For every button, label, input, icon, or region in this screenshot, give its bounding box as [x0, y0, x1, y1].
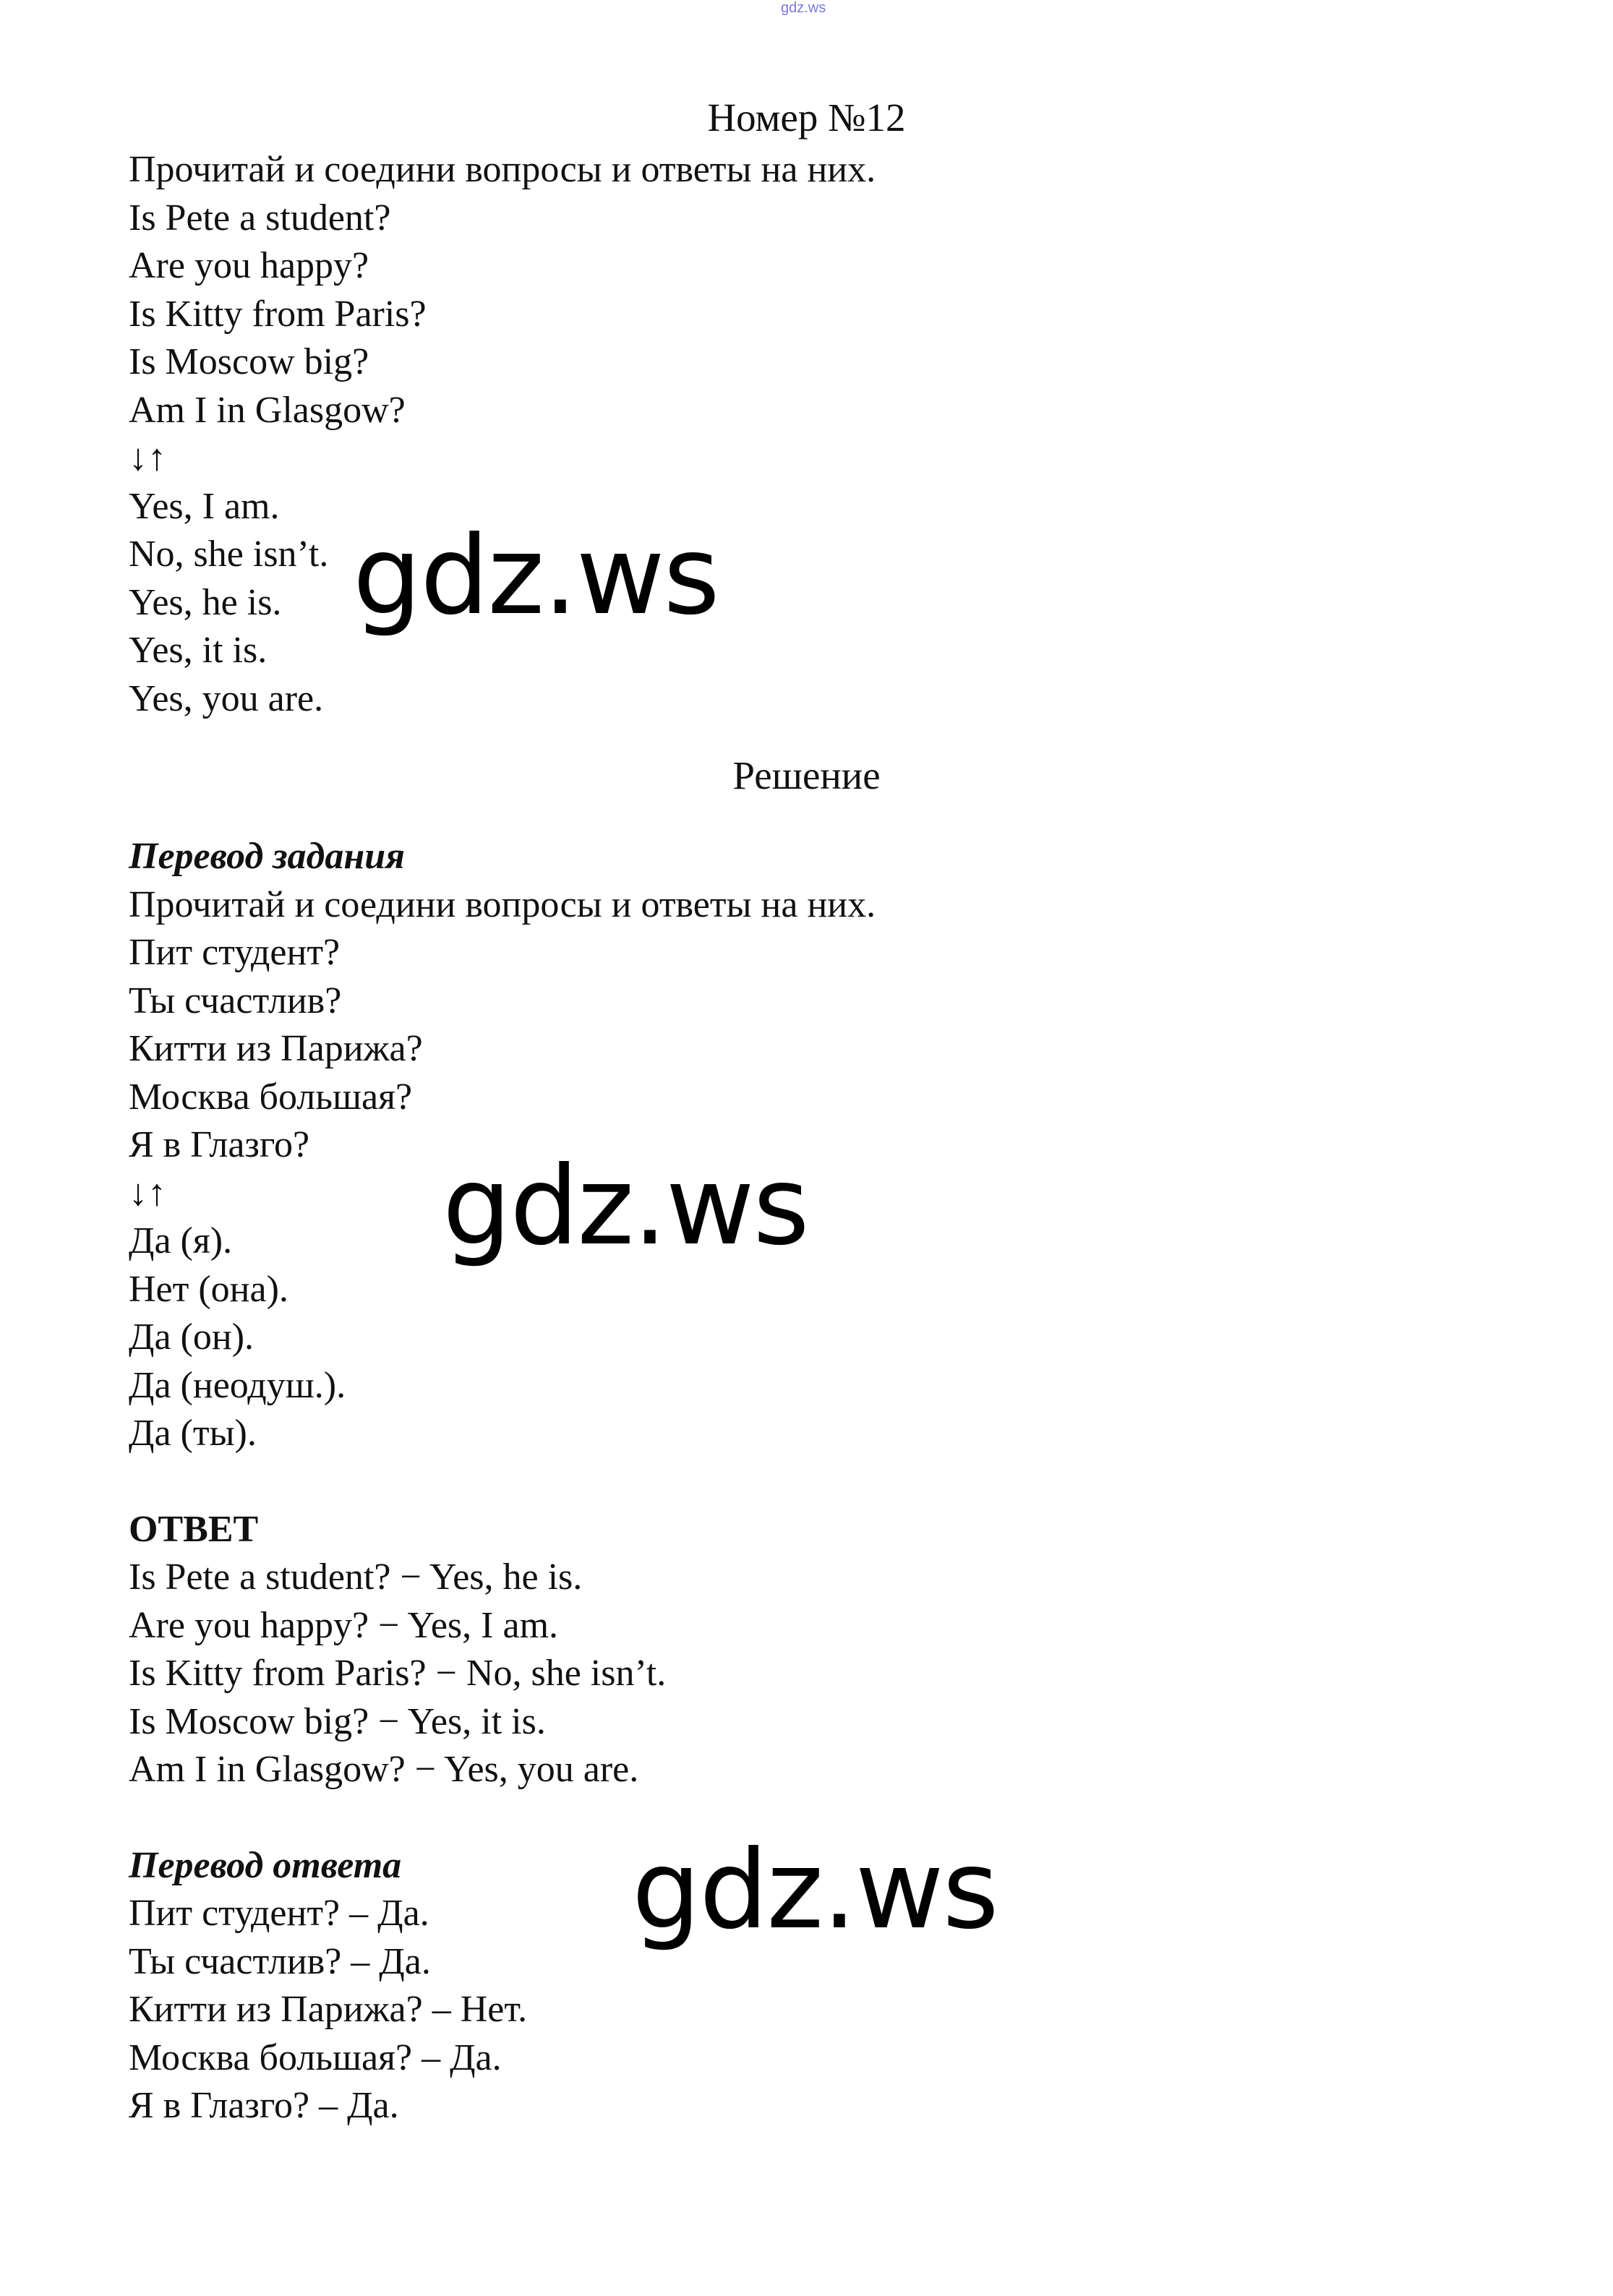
translation-question: Москва большая?	[129, 1076, 413, 1118]
task-question: Is Pete a student?	[129, 197, 391, 239]
answer-line: Are you happy? − Yes, I am.	[129, 1604, 559, 1646]
answer-line: Is Kitty from Paris? − No, she isn’t.	[129, 1653, 667, 1694]
watermark-logo: gdz.ws	[353, 513, 719, 639]
answer-translation-line: Я в Глазго? – Да.	[129, 2085, 399, 2126]
task-answer: Yes, he is.	[129, 581, 282, 623]
translation-heading: Перевод задания	[129, 836, 405, 877]
translation-answer: Да (он).	[129, 1316, 254, 1358]
page-title: Номер №12	[707, 95, 906, 140]
task-question: Is Kitty from Paris?	[129, 293, 427, 335]
translation-answer: Да (неодуш.).	[129, 1364, 346, 1406]
translation-question: Я в Глазго?	[129, 1124, 310, 1165]
answer-line: Is Moscow big? − Yes, it is.	[129, 1700, 546, 1742]
answer-translation-line: Китти из Парижа? – Нет.	[129, 1989, 528, 2030]
up-down-arrows-icon: ↓↑	[129, 1172, 166, 1214]
answer-line: Am I in Glasgow? − Yes, you are.	[129, 1749, 639, 1790]
answer-translation-heading: Перевод ответа	[129, 1844, 402, 1886]
translation-question: Китти из Парижа?	[129, 1028, 423, 1069]
watermark-logo: gdz.ws	[632, 1828, 998, 1953]
translation-answer: Да (я).	[129, 1220, 233, 1261]
up-down-arrows-icon: ↓↑	[129, 437, 166, 479]
document-page	[129, 94, 1502, 2130]
task-answer: Yes, you are.	[129, 677, 324, 719]
answer-translation-line: Пит студент? – Да.	[129, 1893, 429, 1934]
task-answer: Yes, it is.	[129, 630, 268, 671]
task-question: Am I in Glasgow?	[129, 389, 406, 431]
answer-line: Is Pete a student? − Yes, he is.	[129, 1556, 583, 1598]
translation-question: Ты счастлив?	[129, 980, 342, 1021]
task-answer: Yes, I am.	[129, 485, 280, 527]
task-question: Is Moscow big?	[129, 341, 369, 382]
answer-translation-line: Ты счастлив? – Да.	[129, 1940, 431, 1982]
task-answer: No, she isn’t.	[129, 534, 329, 575]
translation-answer: Да (ты).	[129, 1413, 257, 1454]
translation-instruction: Прочитай и соедини вопросы и ответы на них.	[129, 883, 876, 925]
answer-translation-line: Москва большая? – Да.	[129, 2036, 502, 2078]
translation-answer: Нет (она).	[129, 1268, 288, 1310]
translation-question: Пит студент?	[129, 932, 341, 973]
top-watermark-text: gdz.ws	[781, 0, 826, 16]
task-question: Are you happy?	[129, 245, 369, 286]
task-instruction: Прочитай и соедини вопросы и ответы на них.	[129, 149, 876, 190]
answer-heading: ОТВЕТ	[129, 1508, 259, 1550]
watermark-logo: gdz.ws	[442, 1144, 808, 1269]
solution-title: Решение	[732, 753, 881, 797]
